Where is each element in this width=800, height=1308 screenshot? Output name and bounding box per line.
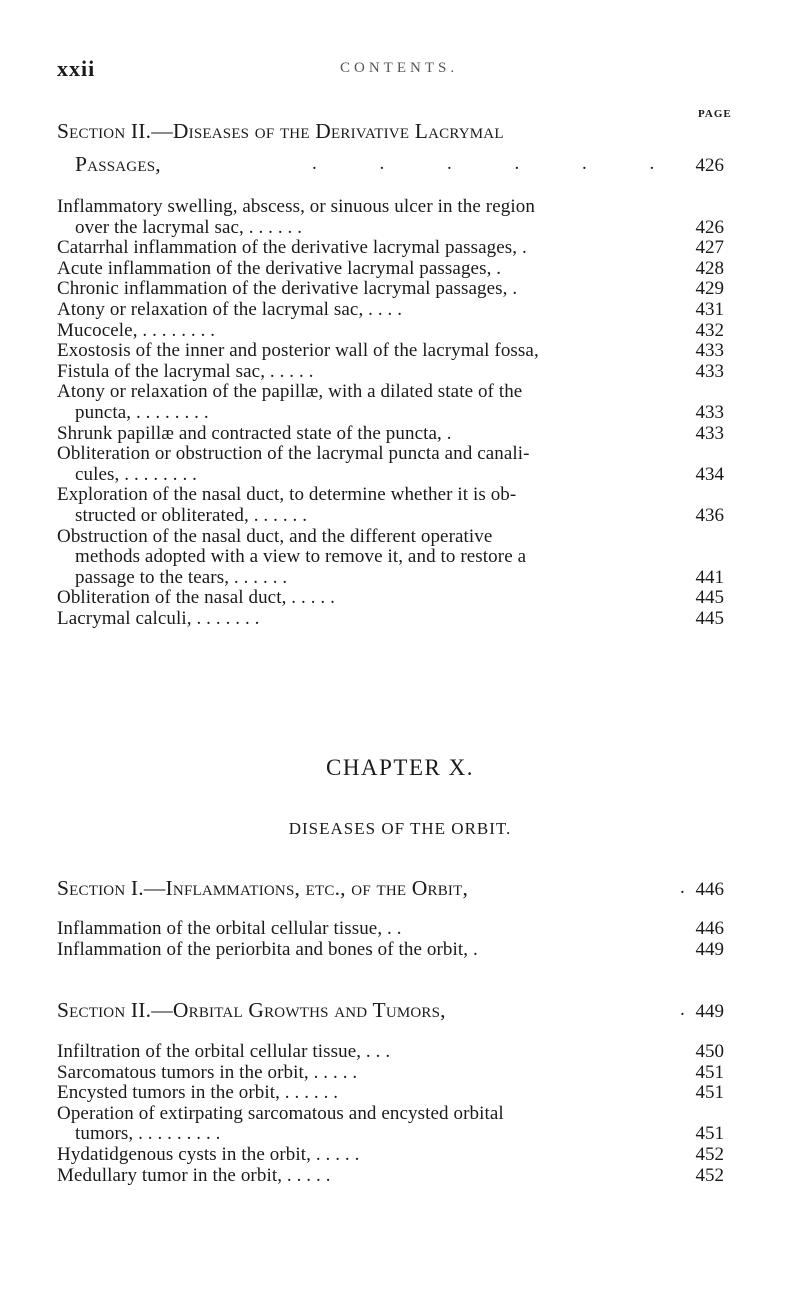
toc-entry-line: Lacrymal calculi, . . . . . . . [57,608,260,629]
section-heading-inflammations-dots: . [680,877,685,898]
toc-entry-page: 441 [695,566,724,588]
toc-entry-line: Catarrhal inflammation of the derivative lacrymal passages, . [57,237,527,259]
toc-entry-page: 431 [695,299,724,320]
toc-entry-page: 432 [695,319,724,341]
section-heading-inflammations: Section I.—Inflammations, etc., of the Orbit, [57,876,469,900]
section-heading-lacrymal-line1: Section II.—Diseases of the Derivative Lacrymal [57,119,504,143]
toc-entry-line: Operation of extirpating sarcomatous and encysted orbital [57,1102,504,1124]
toc-entry-line: Medullary tumor in the orbit, . . . . . [57,1164,331,1186]
toc-entry-line: Obliteration of the nasal duct, . . . . . [57,587,335,609]
toc-entry-page: 433 [695,422,724,444]
toc-entry-line: Inflammation of the periorbita and bones of the orbit, . [57,939,478,960]
toc-entry-line: Atony or relaxation of the lacrymal sac, . . . . [57,299,403,320]
toc-entry-line: structed or obliterated, . . . . . . [75,505,308,526]
toc-entry-line: Fistula of the lacrymal sac, . . . . . [57,360,314,382]
toc-entry-page: 428 [695,257,724,279]
toc-entry-line: Exploration of the nasal duct, to determine whether it is ob- [57,484,517,506]
section-heading-growths-dots: . [680,999,685,1020]
toc-entry-line: Sarcomatous tumors in the orbit, . . . . . [57,1061,358,1083]
toc-entry-line: tumors, . . . . . . . . . [75,1123,221,1145]
toc-entry-line: over the lacrymal sac, . . . . . . [75,216,303,238]
section-heading-lacrymal-dots: . . . . . . [312,153,684,174]
section-heading-growths-page: 449 [695,1001,724,1022]
toc-entry-page: 449 [695,939,724,960]
section-heading-lacrymal-page: 426 [695,155,724,176]
toc-entry-line: Inflammatory swelling, abscess, or sinuous ulcer in the region [57,196,535,217]
toc-entry-page: 445 [695,587,724,609]
toc-entry-line: Infiltration of the orbital cellular tissue, . . . [57,1041,391,1062]
toc-entry-page: 433 [695,340,724,362]
running-title: CONTENTS. [340,60,459,76]
page-number: xxii [57,56,96,81]
toc-entry-page: 445 [695,608,724,629]
toc-entry-page: 434 [695,463,724,485]
toc-entry-line: Obstruction of the nasal duct, and the different operative [57,525,493,547]
toc-entry-page: 452 [695,1144,724,1165]
toc-entry-line: cules, . . . . . . . . [75,463,197,485]
toc-entry-page: 446 [695,918,724,939]
toc-entry-page: 451 [695,1082,724,1104]
toc-entry-page: 427 [695,237,724,259]
toc-entry-line: Atony or relaxation of the papillæ, with a dilated state of the [57,381,523,403]
toc-entry-page: 452 [695,1164,724,1186]
toc-entry-line: Inflammation of the orbital cellular tissue, . . [57,918,402,939]
toc-entry-line: Acute inflammation of the derivative lacrymal passages, . [57,257,502,279]
section-heading-lacrymal-line2: Passages, [75,152,161,176]
toc-entry-page: 450 [695,1041,724,1062]
toc-entry-page: 451 [695,1123,724,1145]
toc-entry-line: Chronic inflammation of the derivative lacrymal passages, . [57,278,518,300]
section-heading-inflammations-page: 446 [695,879,724,900]
toc-entry-line: Exostosis of the inner and posterior wall of the lacrymal fossa, [57,340,539,362]
toc-entry-line: Encysted tumors in the orbit, . . . . . . [57,1082,339,1104]
chapter-heading: CHAPTER X. [326,755,474,780]
toc-entry-page: 433 [695,360,724,382]
toc-entry-page: 433 [695,402,724,423]
toc-entry-line: Mucocele, . . . . . . . . [57,319,216,341]
toc-entry-page: 429 [695,278,724,300]
toc-entry-line: methods adopted with a view to remove it, and to restore a [75,546,527,568]
toc-entry-page: 451 [695,1061,724,1083]
toc-entry-line: passage to the tears, . . . . . . [75,566,288,588]
toc-entry-page: 436 [695,505,724,526]
toc-entry-line: puncta, . . . . . . . . [75,402,209,423]
section-heading-growths: Section II.—Orbital Growths and Tumors, [57,998,446,1022]
toc-entry-line: Shrunk papillæ and contracted state of the puncta, . [57,422,452,444]
chapter-subtitle: DISEASES OF THE ORBIT. [288,819,512,838]
page-column-label: PAGE [698,108,732,120]
toc-entry-page: 426 [695,216,724,238]
toc-entry-line: Obliteration or obstruction of the lacrymal puncta and canali- [57,443,530,465]
toc-entry-line: Hydatidgenous cysts in the orbit, . . . . . [57,1144,360,1165]
